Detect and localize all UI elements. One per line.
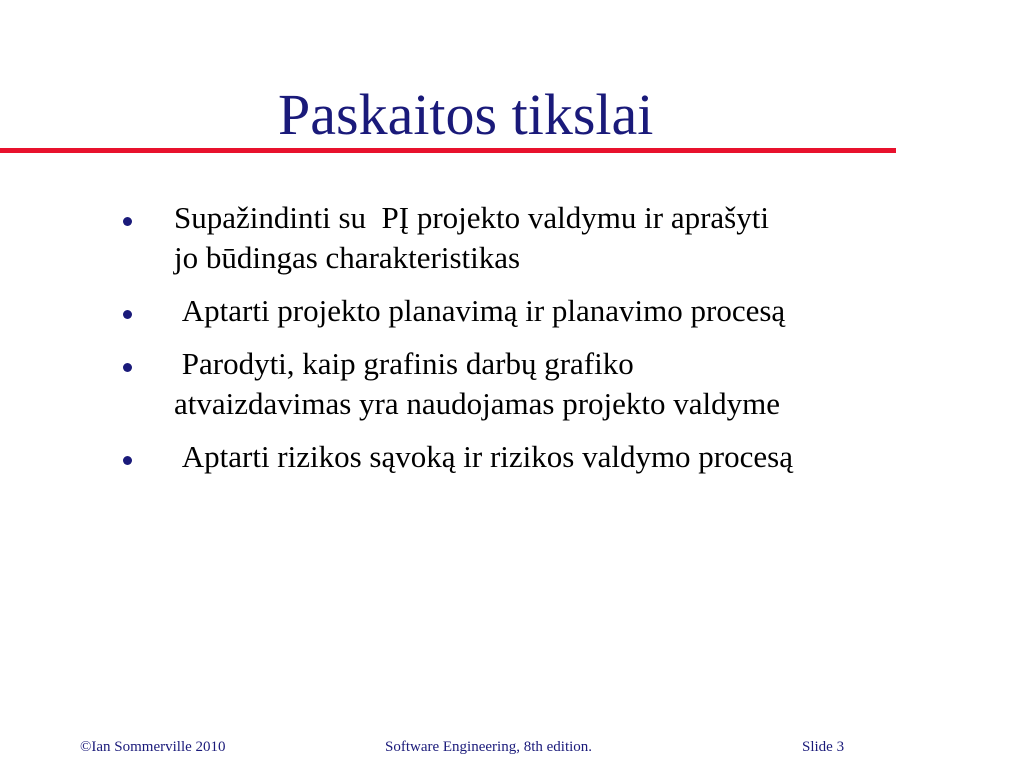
footer-slide-number: Slide 3: [802, 739, 845, 755]
bullet-text: Supažindinti su PĮ projekto valdymu ir aprašyti jo būdingas charakteristikas: [174, 200, 769, 275]
footer-book-title: Software Engineering, 8th edition.: [385, 739, 593, 755]
title-divider: [0, 148, 896, 153]
footer-copyright: ©Ian Sommerville 2010: [80, 739, 226, 755]
bullet-dot-icon: [123, 217, 132, 226]
bullet-dot-icon: [123, 363, 132, 372]
bullet-dot-icon: [123, 310, 132, 319]
bullet-item: [120, 344, 1000, 424]
bullet-item: [120, 291, 1000, 331]
slide-title: Paskaitos tikslai: [278, 82, 654, 147]
bullet-text: Aptarti rizikos sąvoką ir rizikos valdymo procesą: [174, 439, 793, 474]
bullet-dot-icon: [123, 456, 132, 465]
bullet-text: Aptarti projekto planavimą ir planavimo procesą: [174, 293, 786, 328]
bullet-item: [120, 198, 1000, 278]
bullet-item: [120, 437, 1000, 477]
bullet-list: [120, 198, 1000, 490]
bullet-text: Parodyti, kaip grafinis darbų grafiko atvaizdavimas yra naudojamas projekto valdyme: [174, 346, 781, 421]
